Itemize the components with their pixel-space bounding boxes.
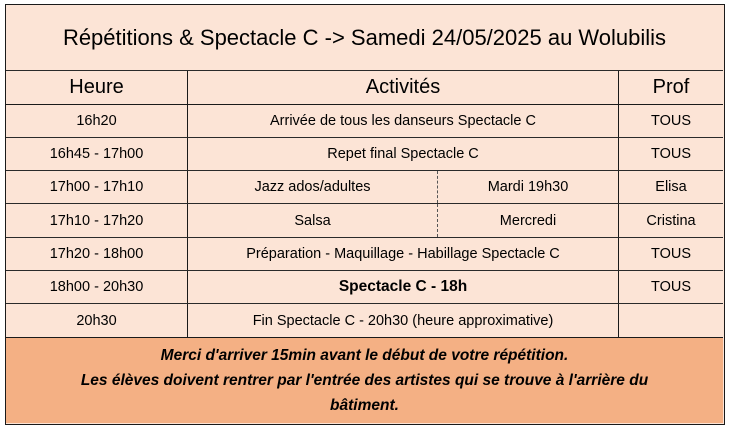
header-hour: Heure xyxy=(6,71,188,104)
table-row xyxy=(6,271,723,304)
cell-activity-extra: Mercredi xyxy=(499,212,557,229)
table-row xyxy=(6,105,723,138)
cell-hour: 20h30 xyxy=(6,304,188,337)
cell-hour: 18h00 - 20h30 xyxy=(6,271,188,303)
cell-hour: 16h20 xyxy=(6,105,188,137)
cell-activity: Spectacle C - 18h xyxy=(338,278,468,295)
header-row xyxy=(6,71,723,105)
cell-hour: 16h45 - 17h00 xyxy=(6,138,188,170)
footer-line-3: bâtiment. xyxy=(330,397,399,414)
cell-prof: TOUS xyxy=(618,238,723,270)
cell-hour: 17h00 - 17h10 xyxy=(6,171,188,203)
cell-prof: TOUS xyxy=(618,105,723,137)
title-row xyxy=(6,5,723,71)
header-activities: Activités xyxy=(365,76,441,98)
cell-activity: Jazz ados/adultes xyxy=(188,171,438,203)
cell-prof xyxy=(618,304,723,337)
table-row xyxy=(6,138,723,171)
cell-hour: 17h20 - 18h00 xyxy=(6,238,188,270)
schedule-title: Répétitions & Spectacle C -> Samedi 24/05/2025 au Wolubilis xyxy=(62,24,667,50)
schedule-table xyxy=(5,4,725,425)
table-row xyxy=(6,238,723,271)
cell-activity-extra: Mardi 19h30 xyxy=(487,179,569,195)
cell-hour: 17h10 - 17h20 xyxy=(6,204,188,237)
cell-activity: Salsa xyxy=(188,204,438,237)
table-row xyxy=(6,204,723,238)
footer-line-1: Merci d'arriver 15min avant le début de votre répétition. xyxy=(160,347,569,364)
cell-activity: Préparation - Maquillage - Habillage Spectacle C xyxy=(246,246,560,262)
table-row xyxy=(6,171,723,204)
cell-activity: Repet final Spectacle C xyxy=(327,146,479,162)
table-row xyxy=(6,304,723,337)
cell-prof: Cristina xyxy=(618,204,723,237)
cell-activity: Arrivée de tous les danseurs Spectacle C xyxy=(270,113,536,129)
header-prof: Prof xyxy=(618,71,723,104)
cell-activity: Fin Spectacle C - 20h30 (heure approximative) xyxy=(252,312,554,329)
cell-prof: TOUS xyxy=(618,271,723,303)
cell-prof: TOUS xyxy=(618,138,723,170)
cell-prof: Elisa xyxy=(618,171,723,203)
footer-line-2: Les élèves doivent rentrer par l'entrée des artistes qui se trouve à l'arrière du xyxy=(80,372,649,389)
footer-notice xyxy=(6,337,723,423)
